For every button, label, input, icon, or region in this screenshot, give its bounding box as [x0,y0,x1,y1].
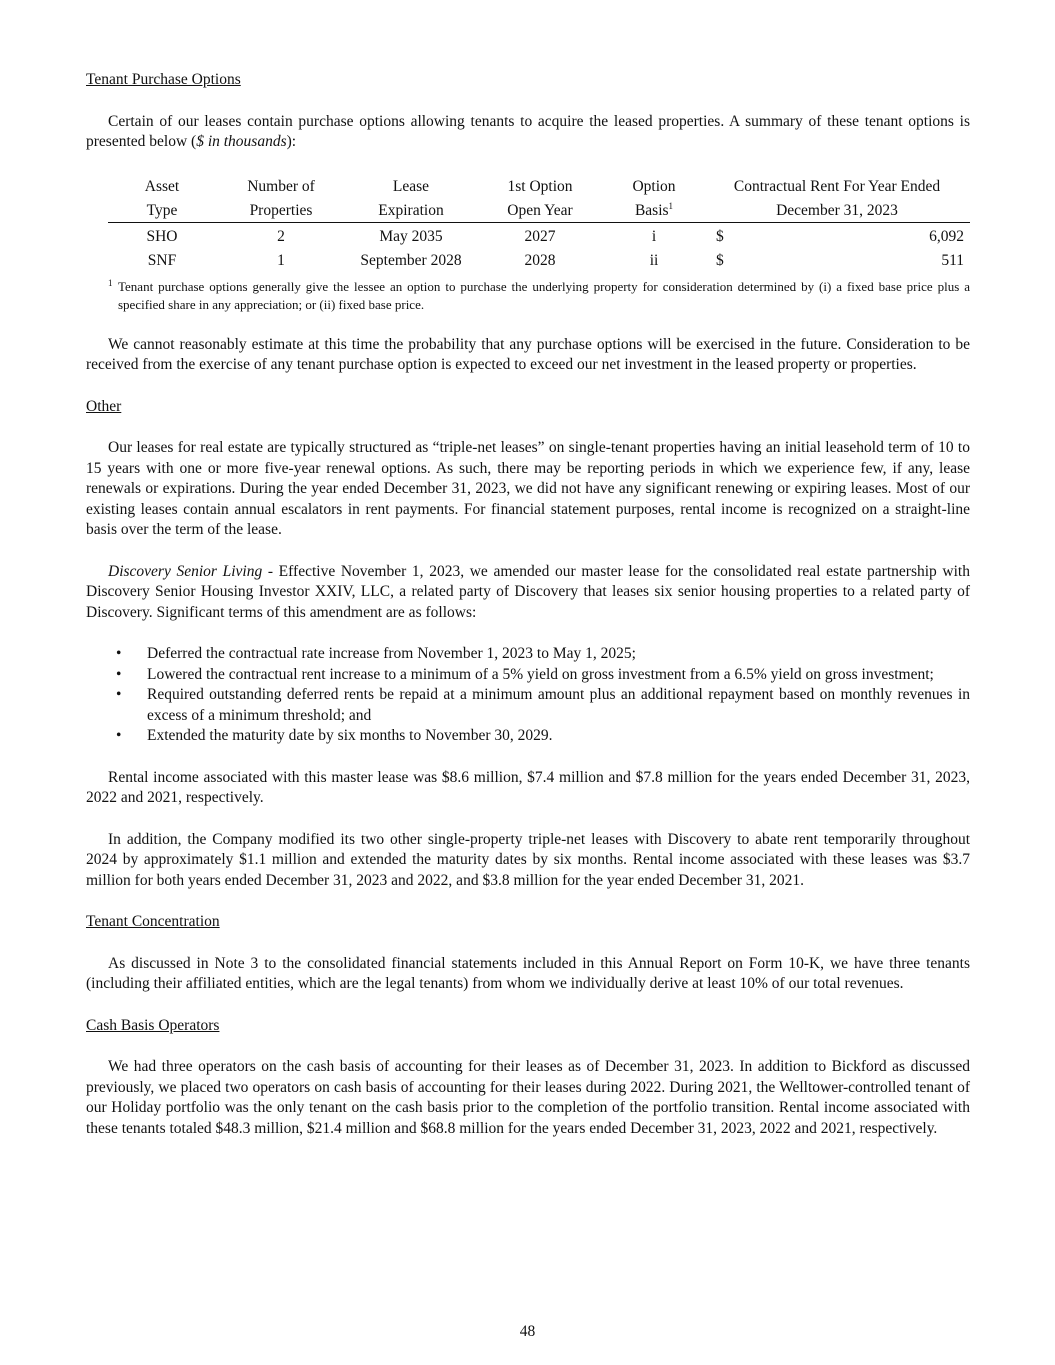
col-header-year-date: December 31, 2023 [704,197,970,222]
section-heading-tenant-concentration: Tenant Concentration [86,913,220,930]
cell-expiration: May 2035 [379,227,443,245]
paragraph-tenant-concentration: As discussed in Note 3 to the consolidated financial statements included in this Annual Report on Form 10-K, we have three tenants (including their affiliated entities, which are the legal tenants) from whom we individually derive at least 10% of our total revenues. [86,954,970,992]
col-header-expiration: Expiration [346,197,476,222]
list-item [86,685,970,726]
cell-basis: i [651,227,657,245]
paragraph-discovery-modifications: In addition, the Company modified its two other single-property triple-net leases with Discovery to abate rent temporarily throughout 2024 by approximately $1.1 million and extended the maturity dates by six months. Rental income associated with these leases was $3.7 million for both years ended December 31, 2023 and 2022, and $3.8 million for the year ended December 31, 2021. [86,830,970,889]
list-item-text: Lowered the contractual rent increase to a minimum of a 5% yield on gross investment from a 6.5% yield on gross investment; [147,665,934,683]
basis-label: Basis [634,202,669,219]
cell-open-year: 2027 [524,227,556,245]
footnote-ref: 1 [668,200,674,211]
list-item [86,665,970,686]
col-header-basis [604,197,704,222]
cell-rent: 511 [941,252,964,269]
cell-dollar: $ [716,227,724,245]
cell-asset: SNF [147,252,177,269]
table-row [108,222,970,247]
table-header-row-1 [108,173,970,198]
paragraph-purchase-estimate: We cannot reasonably estimate at this time the probability that any purchase options will be exercised in the future. Consideration to be received from the exercise of any tenant purchase option is expected to exceed our net investment in the leased property or properties. [86,335,970,373]
document-page [86,70,970,1139]
section-heading-other: Other [86,397,122,415]
cell-dollar: $ [716,252,724,269]
bullet-icon: • [116,686,122,703]
paragraph-discovery-senior-living [86,562,970,624]
col-header-properties: Properties [216,197,346,222]
cell-num: 1 [277,252,285,269]
discovery-text: - Effective November 1, 2023, we amended our master lease for the consolidated real estate partnership with Discovery Senior Housing Investor XXIV, LLC, a related party of Discovery that leases six senior housing properties to a related party of Discovery. Significant terms of this amendment are as follows: [86,562,970,621]
purchase-options-table [108,173,970,272]
table-header-row-2 [108,197,970,222]
page-number: 48 [519,1323,536,1340]
list-item-text: Required outstanding deferred rents be repaid at a minimum amount plus an additional repayment based on monthly revenues in excess of a minimum threshold; and [147,686,970,724]
col-header-lease: Lease [392,177,430,195]
col-header-type: Type [108,197,216,222]
list-item [86,726,970,747]
list-item-text: Deferred the contractual rate increase from November 1, 2023 to May 1, 2025; [147,645,636,662]
table-footnote [108,278,970,315]
table-row [108,247,970,272]
list-item [86,644,970,665]
cell-num: 2 [277,227,285,245]
footnote-mark: 1 [108,277,113,288]
cell-expiration: September 2028 [360,252,462,269]
col-header-asset: Asset [144,177,180,195]
intro-text: Certain of our leases contain purchase options allowing tenants to acquire the leased properties. A summary of these tenant options is presented below ( [86,112,970,150]
cell-rent: 6,092 [929,227,964,245]
cell-basis: ii [649,252,659,269]
col-header-number: Number of [247,177,315,195]
intro-italic-units: $ in thousands [196,133,287,150]
paragraph-purchase-options-intro [86,112,970,153]
footnote-text: Tenant purchase options generally give the lessee an option to purchase the underlying property for consideration determined by (i) a fixed base price plus a specified share in any appreciation; or (ii) fixed base price. [118,278,970,312]
list-item-text: Extended the maturity date by six months to November 30, 2029. [147,727,553,744]
cell-open-year: 2028 [524,252,556,269]
amendment-terms-list [86,644,970,747]
bullet-icon: • [116,727,122,744]
bullet-icon: • [116,665,122,683]
paragraph-cash-basis-operators: We had three operators on the cash basis of accounting for their leases as of December 31, 2023. In addition to Bickford as discussed previously, we placed two operators on cash basis of accounting for their leases during 2022. During 2021, the Welltower-controlled tenant of our Holiday portfolio was the only tenant on the cash basis prior to the completion of the portfolio transition. Rental income associated with these tenants totaled $48.3 million, $21.4 million and $68.8 million for the years ended December 31, 2023, 2022 and 2021, respectively. [86,1058,970,1137]
bullet-icon: • [116,645,122,662]
col-header-open-year: Open Year [476,197,604,222]
section-heading-tenant-purchase-options: Tenant Purchase Options [86,71,241,88]
col-header-contractual-rent: Contractual Rent For Year Ended [733,177,941,195]
discovery-italic-title: Discovery Senior Living [108,562,263,580]
col-header-first-option: 1st Option [507,177,573,195]
intro-end: ): [286,133,297,150]
col-header-option: Option [632,177,676,195]
paragraph-triple-net-leases: Our leases for real estate are typically structured as “triple-net leases” on single-tenant properties having an initial leasehold term of 10 to 15 years with one or more five-year renewal options. As such, there may be reporting periods in which we experience few, if any, lease renewals or expirations. During the year ended December 31, 2023, we did not have any significant renewing or expiring leases. Most of our existing leases contain annual escalators in rent payments. For financial statement purposes, rental income is recognized on a straight-line basis over the term of the lease. [86,439,970,538]
paragraph-master-lease-income: Rental income associated with this master lease was $8.6 million, $7.4 million and $7.8 million for the years ended December 31, 2023, 2022 and 2021, respectively. [86,768,970,806]
section-heading-cash-basis-operators: Cash Basis Operators [86,1016,220,1034]
cell-asset: SHO [146,227,178,245]
